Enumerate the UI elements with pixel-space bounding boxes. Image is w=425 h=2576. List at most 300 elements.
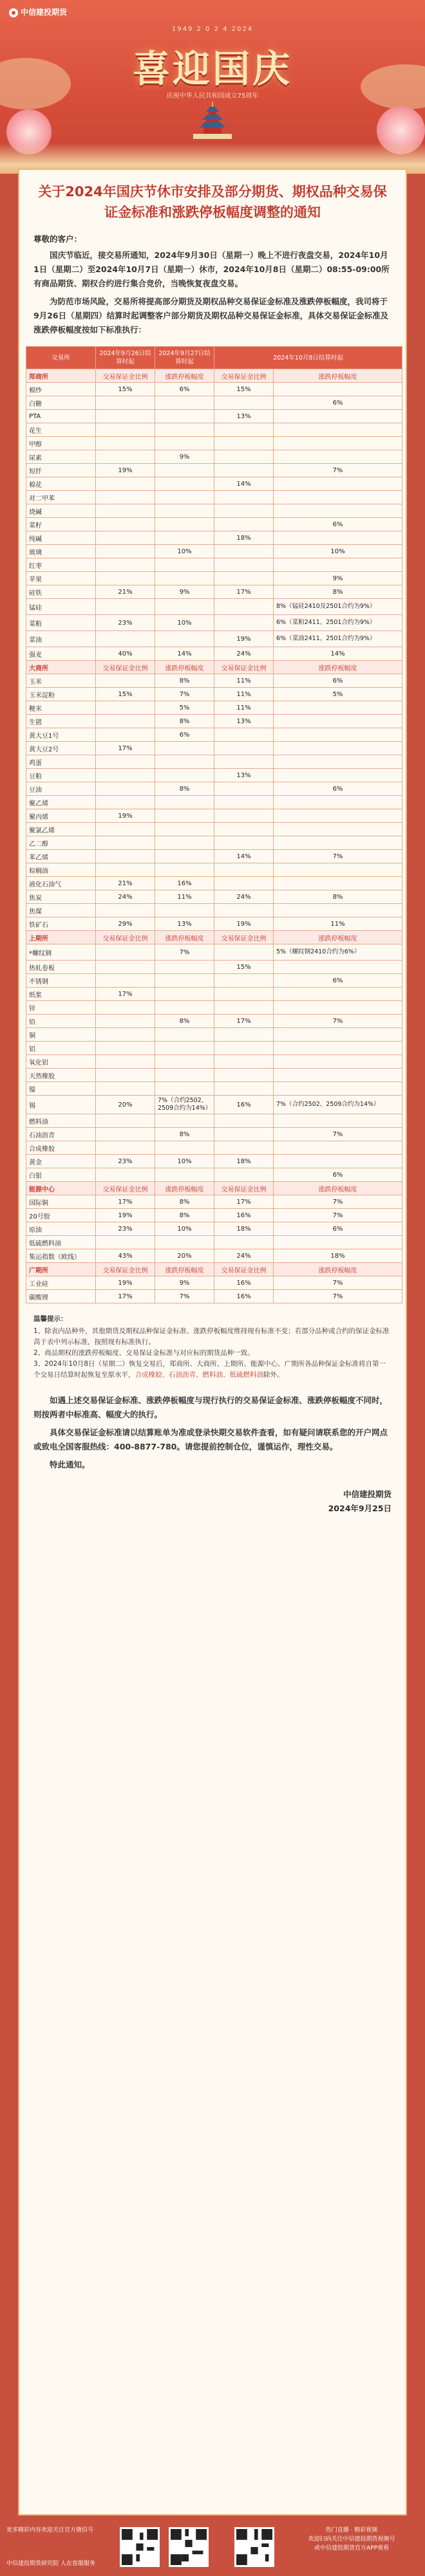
table-cell: 43% <box>96 1249 155 1263</box>
table-cell <box>214 437 274 450</box>
product-name: 铁矿石 <box>26 917 96 931</box>
table-cell: 11% <box>274 917 402 931</box>
table-row <box>26 769 402 782</box>
exchange-header-row <box>26 1263 402 1276</box>
table-cell <box>96 728 155 742</box>
tail-paragraph-2: 具体交易保证金标准请以结算账单为准或登录快期交易软件查看，如有疑问请联系您的开户网点或致电全国客服热线：400-8877-780。请您提前控制仓位，谨慎运作，理性交易。 <box>33 1428 388 1451</box>
product-name: 花生 <box>26 423 96 437</box>
table-cell: 涨跌停板幅度 <box>155 1263 214 1276</box>
product-name: 燃料油 <box>26 1114 96 1128</box>
table-cell <box>214 944 274 961</box>
exchange-name: 上期所 <box>26 931 96 944</box>
table-cell <box>96 545 155 558</box>
table-cell: 7% <box>274 1290 402 1303</box>
table-cell <box>155 904 214 917</box>
notice-title: 关于2024年国庆节休市安排及部分期货、期权品种交易保证金标准和涨跌停板幅度调整的通知 <box>38 184 387 220</box>
table-cell <box>96 558 155 572</box>
table-cell: 18% <box>214 1155 274 1168</box>
notice-card <box>18 169 407 2516</box>
note-3-text: 3、2024年10月8日（星期二）恢复交易后，郑商所、大商所、上期所、能源中心、广期所各品种保证金标准将自第一个交易日结算时起恢复至原水平， <box>33 1360 386 1379</box>
table-cell: 24% <box>214 1249 274 1263</box>
table-row <box>26 464 402 477</box>
table-header-exchange: 交易所 <box>26 347 96 369</box>
table-cell <box>155 850 214 863</box>
product-name: 烧碱 <box>26 504 96 518</box>
table-row <box>26 917 402 931</box>
table-cell <box>155 1055 214 1069</box>
table-cell: 7% <box>274 1015 402 1028</box>
table-row <box>26 674 402 688</box>
table-cell <box>96 491 155 504</box>
table-cell: 17% <box>214 1015 274 1028</box>
table-row <box>26 728 402 742</box>
qr-code-icon[interactable] <box>234 2527 274 2567</box>
banner-title: 喜迎国庆 <box>132 47 292 91</box>
table-cell <box>274 558 402 572</box>
table-cell: 6%（菜粕2411、2501合约为9%） <box>274 615 402 631</box>
product-name: 焦炭 <box>26 890 96 904</box>
table-row <box>26 1222 402 1236</box>
banner <box>0 0 425 174</box>
product-name: 液化石油气 <box>26 877 96 890</box>
table-cell <box>214 1055 274 1069</box>
table-row <box>26 1114 402 1128</box>
table-cell <box>155 477 214 491</box>
table-row <box>26 1096 402 1114</box>
table-row <box>26 383 402 396</box>
table-cell <box>214 974 274 988</box>
table-cell <box>96 599 155 615</box>
table-cell <box>96 423 155 437</box>
product-name: 菜粕 <box>26 615 96 631</box>
exchange-header-row <box>26 661 402 674</box>
table-cell <box>214 423 274 437</box>
table-cell: 14% <box>214 477 274 491</box>
table-row <box>26 796 402 809</box>
exchange-header-row <box>26 1182 402 1195</box>
table-cell <box>274 755 402 769</box>
table-cell <box>274 1042 402 1055</box>
table-cell <box>155 1082 214 1096</box>
table-cell <box>96 1028 155 1042</box>
product-name: 聚丙烯 <box>26 809 96 823</box>
table-cell: 8% <box>155 1015 214 1028</box>
table-cell <box>214 396 274 410</box>
table-cell <box>274 961 402 974</box>
table-cell: 17% <box>96 742 155 755</box>
table-cell <box>214 728 274 742</box>
table-cell: 15% <box>214 383 274 396</box>
table-cell <box>96 674 155 688</box>
product-name: 棉花 <box>26 477 96 491</box>
product-name: 聚乙烯 <box>26 796 96 809</box>
table-row <box>26 850 402 863</box>
table-row <box>26 1028 402 1042</box>
notes-title: 温馨提示： <box>33 1315 68 1323</box>
product-name: 乙二醇 <box>26 836 96 850</box>
product-name: 黄大豆1号 <box>26 728 96 742</box>
table-cell <box>155 769 214 782</box>
table-cell <box>214 1069 274 1082</box>
product-name: 棉纱 <box>26 383 96 396</box>
table-cell: 23% <box>96 1222 155 1236</box>
table-cell <box>214 988 274 1001</box>
table-cell: 7% <box>274 1128 402 1141</box>
table-cell <box>96 904 155 917</box>
table-row <box>26 1276 402 1290</box>
table-cell: 11% <box>214 674 274 688</box>
table-cell: 7% <box>274 1195 402 1209</box>
note-3-highlight: 合成橡胶、石油沥青、燃料油、低硫燃料油 <box>135 1371 263 1379</box>
table-cell: 14% <box>274 647 402 661</box>
table-cell <box>96 1236 155 1249</box>
table-cell: 40% <box>96 647 155 661</box>
exchange-name: 能源中心 <box>26 1182 96 1195</box>
product-name: 锡 <box>26 1096 96 1114</box>
table-cell: 10% <box>155 545 214 558</box>
table-cell <box>96 410 155 423</box>
table-cell: 5% <box>155 701 214 715</box>
product-name: 热轧卷板 <box>26 961 96 974</box>
note-3 <box>33 1359 392 1381</box>
table-cell <box>274 504 402 518</box>
table-cell: 19% <box>96 1276 155 1290</box>
table-cell <box>96 1015 155 1028</box>
table-cell: 6% <box>155 728 214 742</box>
table-cell: 6% <box>274 396 402 410</box>
product-name: 尿素 <box>26 450 96 464</box>
table-row <box>26 1042 402 1055</box>
table-cell: 8% <box>274 585 402 599</box>
table-cell <box>155 823 214 836</box>
table-cell <box>214 742 274 755</box>
product-name: 铝 <box>26 1042 96 1055</box>
table-cell <box>96 796 155 809</box>
table-cell <box>274 823 402 836</box>
product-name: 苹果 <box>26 572 96 585</box>
product-name: 黄金 <box>26 1155 96 1168</box>
table-cell: 20% <box>96 1096 155 1114</box>
product-name: 苯乙烯 <box>26 850 96 863</box>
table-cell <box>274 863 402 877</box>
table-cell: 9% <box>155 450 214 464</box>
table-header-date3: 2024年10月8日结算时起 <box>214 347 402 369</box>
table-cell: 涨跌停板幅度 <box>274 661 402 674</box>
product-name: 镍 <box>26 1082 96 1096</box>
table-cell <box>155 863 214 877</box>
table-row <box>26 491 402 504</box>
exchange-name: 广期所 <box>26 1263 96 1276</box>
table-cell <box>96 531 155 545</box>
table-row <box>26 974 402 988</box>
table-row <box>26 410 402 423</box>
table-row <box>26 615 402 631</box>
table-cell: 7% <box>274 1209 402 1222</box>
table-cell: 涨跌停板幅度 <box>274 369 402 383</box>
tail-paragraph-3: 特此通知。 <box>50 1460 90 1469</box>
table-cell: 11% <box>214 701 274 715</box>
table-cell: 8% <box>155 674 214 688</box>
table-cell <box>214 615 274 631</box>
notes-section <box>33 1314 392 1381</box>
table-cell <box>96 1082 155 1096</box>
product-name: 粳米 <box>26 701 96 715</box>
table-cell <box>96 1128 155 1141</box>
table-cell: 17% <box>96 988 155 1001</box>
note-2: 2、商品期权的涨跌停板幅度、交易保证金标准与对应标的期货品种一致。 <box>33 1349 254 1357</box>
table-cell <box>96 863 155 877</box>
table-cell <box>214 545 274 558</box>
table-cell <box>274 1114 402 1128</box>
product-name: 菜油 <box>26 631 96 647</box>
product-name: 锰硅 <box>26 599 96 615</box>
table-cell <box>96 518 155 531</box>
table-cell <box>274 477 402 491</box>
table-cell <box>155 437 214 450</box>
table-cell: 16% <box>155 877 214 890</box>
table-cell: 19% <box>214 917 274 931</box>
temple-of-heaven-icon <box>180 97 245 142</box>
table-cell <box>96 701 155 715</box>
product-name: 天然橡胶 <box>26 1069 96 1082</box>
table-cell: 交易保证金比例 <box>214 661 274 674</box>
logo-icon <box>9 8 18 17</box>
table-cell <box>96 850 155 863</box>
product-name: 红枣 <box>26 558 96 572</box>
table-row <box>26 1155 402 1168</box>
table-cell <box>274 410 402 423</box>
table-cell: 18% <box>274 1249 402 1263</box>
table-cell: 涨跌停板幅度 <box>274 1182 402 1195</box>
table-cell <box>96 715 155 728</box>
table-cell <box>274 988 402 1001</box>
table-cell: 19% <box>214 631 274 647</box>
table-row <box>26 1082 402 1096</box>
table-cell: 19% <box>96 1209 155 1222</box>
table-row <box>26 1249 402 1263</box>
table-cell: 10% <box>274 545 402 558</box>
table-cell <box>214 1001 274 1015</box>
table-cell: 15% <box>96 688 155 701</box>
table-cell: 7% <box>274 1276 402 1290</box>
note-3-tail: 除外。 <box>263 1371 284 1379</box>
table-cell: 9% <box>155 1276 214 1290</box>
table-cell <box>96 961 155 974</box>
table-cell <box>96 769 155 782</box>
table-cell: 14% <box>155 647 214 661</box>
product-name: 氧化铝 <box>26 1055 96 1069</box>
product-name: 不锈钢 <box>26 974 96 988</box>
table-cell: 13% <box>214 410 274 423</box>
table-cell: 5%（螺纹钢2410合约为6%） <box>274 944 402 961</box>
table-cell: 19% <box>96 809 155 823</box>
table-cell <box>96 755 155 769</box>
table-cell <box>96 450 155 464</box>
table-cell <box>214 755 274 769</box>
table-cell <box>155 491 214 504</box>
table-cell: 涨跌停板幅度 <box>155 661 214 674</box>
table-cell <box>274 531 402 545</box>
table-cell <box>274 809 402 823</box>
table-cell <box>274 904 402 917</box>
product-name: 豆油 <box>26 782 96 796</box>
table-row <box>26 572 402 585</box>
table-cell <box>274 742 402 755</box>
table-cell: 涨跌停板幅度 <box>155 369 214 383</box>
notice-paragraph-2: 为防范市场风险，交易所将提高部分期货及期权品种交易保证金标准及涨跌停板幅度，我司将于9月26日（星期四）结算时起调整客户部分期货及期权品种交易保证金标准，具体交易保证金标准及涨跌停板幅度按如下标准执行： <box>33 297 389 335</box>
table-cell <box>155 518 214 531</box>
table-cell: 7% <box>274 464 402 477</box>
table-cell: 交易保证金比例 <box>96 1182 155 1195</box>
table-cell: 13% <box>155 917 214 931</box>
product-name: 原油 <box>26 1222 96 1236</box>
table-cell <box>155 1168 214 1182</box>
table-cell <box>155 1001 214 1015</box>
footer <box>0 2519 425 2576</box>
table-cell <box>96 1168 155 1182</box>
table-cell: 23% <box>96 1155 155 1168</box>
table-cell <box>274 877 402 890</box>
product-name: 铅 <box>26 1015 96 1028</box>
table-cell <box>155 410 214 423</box>
table-cell: 6% <box>274 674 402 688</box>
table-row <box>26 504 402 518</box>
table-cell: 15% <box>96 383 155 396</box>
product-name: 低硫燃料油 <box>26 1236 96 1249</box>
table-cell: 交易保证金比例 <box>96 931 155 944</box>
table-cell <box>274 1055 402 1069</box>
table-row <box>26 450 402 464</box>
table-cell: 20% <box>155 1249 214 1263</box>
table-row <box>26 877 402 890</box>
table-cell: 24% <box>214 647 274 661</box>
table-cell <box>214 599 274 615</box>
table-cell <box>155 464 214 477</box>
table-cell: 16% <box>214 1290 274 1303</box>
table-cell <box>155 809 214 823</box>
exchange-header-row <box>26 369 402 383</box>
product-name: 白糖 <box>26 396 96 410</box>
table-cell: 交易保证金比例 <box>214 1263 274 1276</box>
table-cell <box>214 558 274 572</box>
product-name: 生猪 <box>26 715 96 728</box>
table-cell: 7%（合约2502、2509合约为14%） <box>274 1096 402 1114</box>
table-cell: 7%（合约2502、2509合约为14%） <box>155 1096 214 1114</box>
table-cell: 6% <box>274 782 402 796</box>
table-row <box>26 531 402 545</box>
table-cell: 交易保证金比例 <box>214 931 274 944</box>
table-cell <box>214 1082 274 1096</box>
table-row <box>26 396 402 410</box>
table-cell <box>274 437 402 450</box>
table-cell <box>96 631 155 647</box>
table-row <box>26 599 402 615</box>
footer-left-line2: 中信建投期货研究院 人在客服服务 <box>6 2561 95 2567</box>
sign-date: 2024年9月25日 <box>328 1504 392 1513</box>
product-name: 玉米 <box>26 674 96 688</box>
table-cell: 18% <box>214 1222 274 1236</box>
product-name: 玻璃 <box>26 545 96 558</box>
table-row <box>26 1141 402 1155</box>
table-row <box>26 988 402 1001</box>
table-cell: 9% <box>155 585 214 599</box>
table-cell <box>214 464 274 477</box>
footer-right-line1: 热门直播 · 精彩视频 <box>325 2527 378 2534</box>
table-cell <box>214 877 274 890</box>
product-name: 聚氯乙烯 <box>26 823 96 836</box>
table-cell <box>155 742 214 755</box>
table-row <box>26 1055 402 1069</box>
table-row <box>26 1290 402 1303</box>
table-cell: 10% <box>155 1155 214 1168</box>
table-cell <box>96 1114 155 1128</box>
table-cell <box>274 491 402 504</box>
product-name: 玉米淀粉 <box>26 688 96 701</box>
table-row <box>26 809 402 823</box>
table-cell <box>155 504 214 518</box>
table-cell: 8% <box>155 715 214 728</box>
table-cell: 7% <box>155 944 214 961</box>
table-cell <box>214 796 274 809</box>
table-cell: 交易保证金比例 <box>214 1182 274 1195</box>
table-cell <box>214 1141 274 1155</box>
product-name: 鸡蛋 <box>26 755 96 769</box>
table-cell <box>155 558 214 572</box>
product-name: 短纤 <box>26 464 96 477</box>
product-name: 豆粕 <box>26 769 96 782</box>
table-cell <box>155 423 214 437</box>
signature <box>33 1487 392 1516</box>
table-cell <box>214 1168 274 1182</box>
table-row <box>26 1069 402 1082</box>
table-cell: 6% <box>274 1168 402 1182</box>
company-logo <box>9 6 67 17</box>
table-cell: 8% <box>155 1128 214 1141</box>
table-row <box>26 782 402 796</box>
tail-paragraph-1: 如遇上述交易保证金标准、涨跌停板幅度与现行执行的交易保证金标准、涨跌停板幅度不同时，则按两者中标准高、幅度大的执行。 <box>33 1395 388 1419</box>
table-cell <box>155 599 214 615</box>
table-row <box>26 558 402 572</box>
table-cell <box>274 1141 402 1155</box>
table-cell <box>96 782 155 796</box>
greeting: 尊敬的客户： <box>33 234 82 244</box>
table-cell: 14% <box>214 850 274 863</box>
table-cell <box>214 809 274 823</box>
table-cell <box>214 863 274 877</box>
table-cell <box>214 572 274 585</box>
product-name: 纯碱 <box>26 531 96 545</box>
notice-paragraph-1: 国庆节临近，接交易所通知，2024年9月30日（星期一）晚上不进行夜盘交易，2024年10月1日（星期二）至2024年10月7日（星期一）休市，2024年10月8日（星期二）08:55-09:00所有商品期货、期权合约进行集合竞价，当晚恢复夜盘交易。 <box>33 250 390 288</box>
qr-code-icon[interactable] <box>169 2527 209 2567</box>
table-cell <box>155 572 214 585</box>
table-row <box>26 647 402 661</box>
table-body <box>26 369 402 1303</box>
banner-subtitle: 庆祝中华人民共和国成立75周年 <box>166 93 259 100</box>
product-name: 菜籽 <box>26 518 96 531</box>
table-cell <box>155 755 214 769</box>
table-cell <box>274 450 402 464</box>
product-name: 白银 <box>26 1168 96 1182</box>
table-row <box>26 1001 402 1015</box>
table-cell <box>155 836 214 850</box>
table-cell <box>96 974 155 988</box>
exchange-name: 大商所 <box>26 661 96 674</box>
table-cell <box>214 504 274 518</box>
table-cell <box>155 988 214 1001</box>
table-cell: 6% <box>274 1222 402 1236</box>
table-cell: 17% <box>214 585 274 599</box>
table-cell: 8% <box>274 890 402 904</box>
